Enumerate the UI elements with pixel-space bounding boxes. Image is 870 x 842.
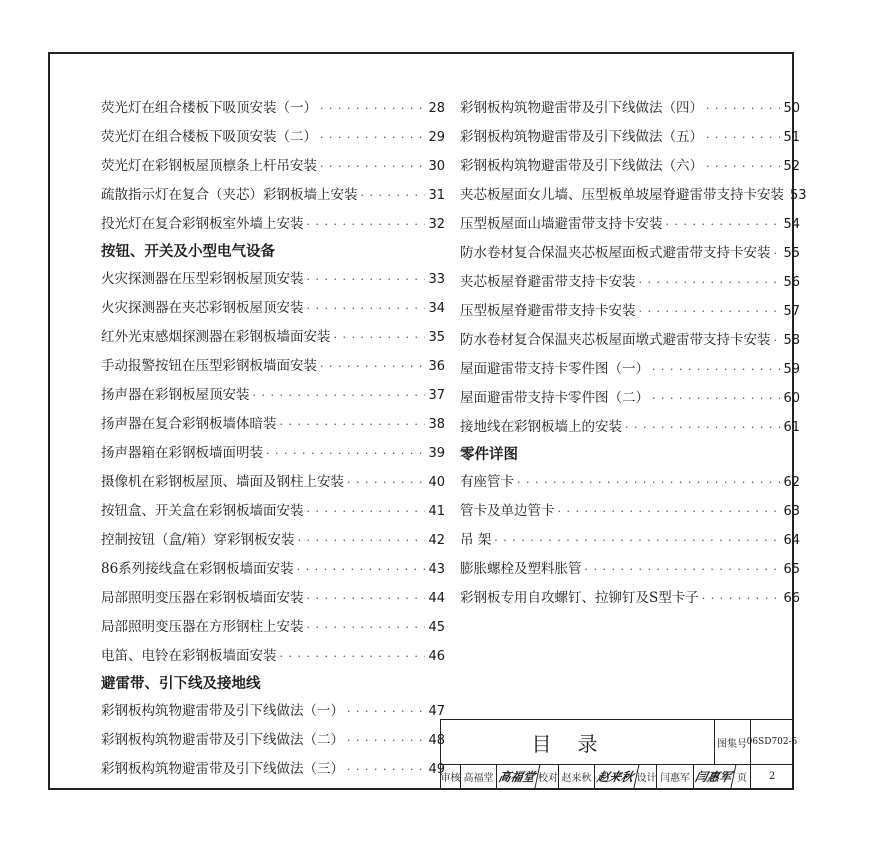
toc-leader-dots [361, 181, 426, 210]
toc-entry [101, 584, 445, 613]
toc-entry-page: 38 [428, 417, 445, 432]
toc-entry-title: 手动报警按钮在压型彩钢板墙面安装 [101, 358, 317, 374]
toc-entry-title: 屋面避雷带支持卡零件图（一） [460, 361, 649, 377]
toc-leader-dots [307, 497, 426, 526]
toc-leader-dots [347, 468, 425, 497]
toc-entry [101, 381, 445, 410]
toc-entry [101, 526, 445, 555]
page-label: 页 [734, 764, 751, 788]
review-name: 高福堂 [461, 764, 497, 788]
toc-entry-page: 34 [428, 301, 445, 316]
toc-entry [101, 94, 445, 123]
toc-entry [460, 210, 800, 239]
toc-entry-page: 48 [428, 733, 445, 748]
toc-entry-page: 54 [783, 217, 800, 232]
toc-leader-dots [347, 697, 425, 726]
toc-entry-page: 64 [783, 533, 800, 548]
toc-entry [460, 584, 800, 613]
toc-leader-dots [666, 210, 781, 239]
toc-entry-page: 62 [783, 475, 800, 490]
toc-entry-page: 43 [428, 562, 445, 577]
toc-entry-title: 屋面避雷带支持卡零件图（二） [460, 390, 649, 406]
toc-entry-page: 60 [783, 391, 800, 406]
toc-entry-page: 50 [783, 101, 800, 116]
design-name: 闫惠军 [657, 764, 694, 788]
toc-entry-title: 控制按钮（盒/箱）穿彩钢板安装 [101, 532, 295, 548]
toc-entry-title: 86系列接线盒在彩钢板墙面安装 [101, 561, 294, 577]
toc-leader-dots [774, 239, 781, 268]
toc-leader-dots [334, 323, 426, 352]
toc-leader-dots [706, 94, 780, 123]
toc-entry-title: 荧光灯在彩钢板屋顶檩条上杆吊安装 [101, 158, 317, 174]
toc-leader-dots [652, 384, 780, 413]
toc-entry-page: 36 [428, 359, 445, 374]
check-signature: 赵来秋 [592, 764, 639, 788]
toc-leader-dots [307, 294, 426, 323]
toc-leader-dots [706, 152, 780, 181]
toc-leader-dots [558, 497, 781, 526]
toc-leader-dots [320, 94, 425, 123]
toc-entry-page: 51 [783, 130, 800, 145]
toc-entry-title: 压型板屋面山墙避雷带支持卡安装 [460, 216, 663, 232]
toc-leader-dots [280, 410, 426, 439]
toc-entry [460, 326, 800, 355]
toc-entry-page: 33 [428, 272, 445, 287]
toc-entry [460, 384, 800, 413]
toc-entry [101, 210, 445, 239]
toc-entry [460, 355, 800, 384]
check-label: 校对 [538, 764, 559, 788]
toc-entry-page: 41 [428, 504, 445, 519]
toc-entry-title: 投光灯在复合彩钢板室外墙上安装 [101, 216, 304, 232]
toc-leader-dots [307, 613, 426, 642]
toc-entry-page: 47 [428, 704, 445, 719]
toc-section-heading: 零件详图 [460, 447, 518, 463]
toc-entry-title: 夹芯板屋面女儿墙、压型板单坡屋脊避雷带支持卡安装 [460, 187, 784, 203]
toc-right-column [460, 94, 807, 613]
toc-entry-title: 有座管卡 [460, 474, 514, 490]
toc-entry-title: 防水卷材复合保温夹芯板屋面墩式避雷带支持卡安装 [460, 332, 771, 348]
toc-leader-dots [774, 326, 781, 355]
check-name: 赵来秋 [559, 764, 595, 788]
toc-entry [460, 413, 800, 442]
toc-entry-title: 荧光灯在组合楼板下吸顶安装（二） [101, 129, 317, 145]
toc-entry [460, 268, 800, 297]
toc-entry [101, 439, 445, 468]
toc-section-heading: 按钮、开关及小型电气设备 [101, 244, 275, 260]
toc-entry-title: 疏散指示灯在复合（夹芯）彩钢板墙上安装 [101, 187, 358, 203]
toc-entry-page: 63 [783, 504, 800, 519]
toc-leader-dots [625, 413, 780, 442]
toc-entry-title: 吊 架 [460, 532, 492, 548]
toc-entry [460, 497, 800, 526]
toc-leader-dots [298, 526, 426, 555]
toc-entry-page: 61 [783, 420, 800, 435]
drawing-frame [48, 52, 807, 790]
toc-entry [101, 613, 445, 642]
toc-entry [460, 181, 807, 210]
toc-leader-dots [517, 468, 780, 497]
toc-entry-title: 扬声器箱在彩钢板墙面明装 [101, 445, 263, 461]
toc-entry-title: 彩钢板构筑物避雷带及引下线做法（三） [101, 761, 344, 777]
title-block-sign-row [441, 764, 792, 788]
toc-entry-page: 42 [428, 533, 445, 548]
toc-leader-dots [320, 152, 425, 181]
toc-entry [101, 352, 445, 381]
toc-entry-title: 彩钢板构筑物避雷带及引下线做法（六） [460, 158, 703, 174]
toc-entry [101, 468, 445, 497]
toc-entry [460, 152, 800, 181]
toc-leader-dots [639, 297, 781, 326]
toc-entry-page: 40 [428, 475, 445, 490]
title-block [440, 719, 798, 789]
toc-leader-dots [347, 755, 425, 784]
toc-entry [460, 555, 800, 584]
toc-entry [101, 410, 445, 439]
toc-entry-page: 30 [428, 159, 445, 174]
toc-entry-page: 44 [428, 591, 445, 606]
toc-entry-page: 46 [428, 649, 445, 664]
toc-leader-dots [266, 439, 425, 468]
toc-entry-title: 防水卷材复合保温夹芯板屋面板式避雷带支持卡安装 [460, 245, 771, 261]
toc-entry-page: 35 [428, 330, 445, 345]
toc-entry-page: 32 [428, 217, 445, 232]
toc-entry-title: 火灾探测器在压型彩钢板屋顶安装 [101, 271, 304, 287]
design-signature: 闫惠军 [691, 764, 736, 788]
toc-entry-title: 彩钢板专用自攻螺钉、拉铆钉及S型卡子 [460, 590, 699, 606]
toc-leader-dots [307, 210, 426, 239]
toc-entry-page: 29 [428, 130, 445, 145]
toc-entry-title: 火灾探测器在夹芯彩钢板屋顶安装 [101, 300, 304, 316]
toc-entry [101, 152, 445, 181]
toc-entry-page: 66 [783, 591, 800, 606]
toc-entry [460, 239, 800, 268]
toc-leader-dots [652, 355, 780, 384]
atlas-number-value: 06SD702-5 [746, 737, 798, 747]
toc-leader-dots [280, 642, 426, 671]
toc-section-heading: 避雷带、引下线及接地线 [101, 676, 261, 692]
title-block-top-row [441, 720, 798, 765]
toc-entry [101, 755, 445, 784]
toc-entry-page: 39 [428, 446, 445, 461]
review-signature: 高福堂 [494, 764, 540, 788]
toc-entry [101, 697, 445, 726]
toc-leader-dots [307, 584, 426, 613]
toc-entry-title: 压型板屋脊避雷带支持卡安装 [460, 303, 636, 319]
toc-entry-title: 扬声器在彩钢板屋顶安装 [101, 387, 250, 403]
toc-entry [101, 726, 445, 755]
toc-entry-title: 局部照明变压器在彩钢板墙面安装 [101, 590, 304, 606]
design-label: 设计 [637, 764, 657, 788]
toc-leader-dots [297, 555, 426, 584]
toc-entry-title: 彩钢板构筑物避雷带及引下线做法（一） [101, 703, 344, 719]
toc-entry-title: 膨胀螺栓及塑料胀管 [460, 561, 582, 577]
toc-entry-page: 45 [428, 620, 445, 635]
toc-entry-title: 按钮盒、开关盒在彩钢板墙面安装 [101, 503, 304, 519]
toc-entry-title: 摄像机在彩钢板屋顶、墙面及钢柱上安装 [101, 474, 344, 490]
page-number: 2 [768, 770, 776, 782]
toc-entry-page: 53 [790, 188, 807, 203]
toc-entry [101, 555, 445, 584]
toc-leader-dots [706, 123, 780, 152]
toc-leader-dots [307, 265, 426, 294]
toc-leader-dots [702, 584, 781, 613]
sheet-title: 目录 [441, 720, 715, 764]
toc-entry [460, 123, 800, 152]
toc-entry-title: 彩钢板构筑物避雷带及引下线做法（二） [101, 732, 344, 748]
toc-entry-title: 荧光灯在组合楼板下吸顶安装（一） [101, 100, 317, 116]
toc-entry [101, 123, 445, 152]
toc-leader-dots [494, 526, 780, 555]
toc-leader-dots [347, 726, 425, 755]
toc-entry-page: 31 [428, 188, 445, 203]
toc-entry [101, 497, 445, 526]
toc-entry-title: 夹芯板屋脊避雷带支持卡安装 [460, 274, 636, 290]
toc-entry [460, 297, 800, 326]
toc-entry-page: 49 [428, 762, 445, 777]
toc-entry-page: 65 [783, 562, 800, 577]
toc-entry-page: 56 [783, 275, 800, 290]
toc-entry-title: 管卡及单边管卡 [460, 503, 555, 519]
review-label: 审核 [441, 764, 461, 788]
toc-entry-page: 59 [783, 362, 800, 377]
toc-left-column [101, 94, 445, 784]
toc-entry [101, 294, 445, 323]
toc-entry-page: 55 [783, 246, 800, 261]
toc-entry-title: 扬声器在复合彩钢板墙体暗装 [101, 416, 277, 432]
toc-entry-page: 57 [783, 304, 800, 319]
toc-leader-dots [639, 268, 781, 297]
toc-entry-title: 彩钢板构筑物避雷带及引下线做法（五） [460, 129, 703, 145]
toc-entry [101, 323, 445, 352]
toc-entry-title: 局部照明变压器在方形钢柱上安装 [101, 619, 304, 635]
toc-entry-title: 电笛、电铃在彩钢板墙面安装 [101, 648, 277, 664]
toc-entry [101, 642, 445, 671]
toc-entry [101, 181, 445, 210]
toc-entry [460, 94, 800, 123]
toc-leader-dots [585, 555, 781, 584]
toc-entry-page: 28 [428, 101, 445, 116]
toc-entry-page: 52 [783, 159, 800, 174]
toc-entry [460, 526, 800, 555]
toc-entry-title: 彩钢板构筑物避雷带及引下线做法（四） [460, 100, 703, 116]
toc-entry [460, 468, 800, 497]
toc-entry-title: 接地线在彩钢板墙上的安装 [460, 419, 622, 435]
toc-entry-title: 红外光束感烟探测器在彩钢板墙面安装 [101, 329, 331, 345]
toc-leader-dots [253, 381, 426, 410]
toc-leader-dots [320, 352, 425, 381]
toc-entry-page: 37 [428, 388, 445, 403]
atlas-number-label: 图集号 [714, 720, 751, 764]
toc-entry [101, 265, 445, 294]
toc-entry-page: 58 [783, 333, 800, 348]
toc-leader-dots [320, 123, 425, 152]
